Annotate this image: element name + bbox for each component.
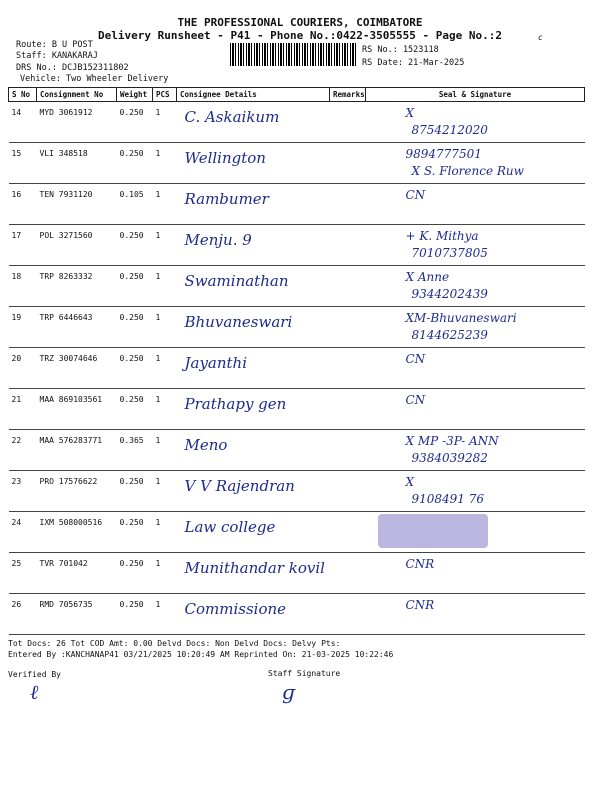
- consignment-cell-text: POL 3271560: [39, 231, 93, 240]
- sno-cell-text: 18: [11, 272, 22, 281]
- signature-cell: [366, 512, 585, 553]
- company-title: THE PROFESSIONAL COURIERS, COIMBATORE: [177, 16, 423, 29]
- remarks-cell: [330, 430, 366, 471]
- table-row: [9, 266, 585, 307]
- remarks-cell: [330, 266, 366, 307]
- consignment-cell: [37, 594, 117, 635]
- sno-cell: [9, 225, 37, 266]
- pcs-cell-text: 1: [155, 149, 161, 158]
- pcs-cell-text: 1: [155, 477, 161, 486]
- pcs-cell: [153, 307, 177, 348]
- remarks-cell: [330, 553, 366, 594]
- weight-cell-text: 0.250: [119, 600, 144, 609]
- totals-line: Tot Docs: 26 Tot COD Amt: 0.00 Delvd Docs: Non Delvd Docs: Delvy Pts:: [8, 639, 341, 648]
- consignment-cell: [37, 225, 117, 266]
- weight-cell-text: 0.250: [119, 149, 144, 158]
- consignee-handwriting: Munithandar kovil: [184, 559, 325, 577]
- consignment-cell-text: IXM 508000516: [39, 518, 103, 527]
- table-row: [9, 102, 585, 143]
- rs-date: RS Date: 21-Mar-2025: [362, 58, 465, 68]
- signature-line-1: X: [405, 106, 415, 120]
- pcs-cell-text: 1: [155, 313, 161, 322]
- consignee-handwriting: Swaminathan: [184, 272, 289, 290]
- weight-cell: [117, 225, 153, 266]
- runsheet-subtitle: Delivery Runsheet - P41 - Phone No.:0422-3505555 - Page No.:2: [98, 29, 502, 42]
- consignment-cell-text: RMD 7056735: [39, 600, 93, 609]
- weight-cell-text: 0.250: [119, 354, 144, 363]
- sno-cell: [9, 430, 37, 471]
- weight-cell: [117, 184, 153, 225]
- consignee-cell: [177, 225, 330, 266]
- remarks-cell: [330, 184, 366, 225]
- consignment-cell-text: MAA 576283771: [39, 436, 103, 445]
- signature-line-1: X: [405, 475, 415, 489]
- signature-cell: [366, 553, 585, 594]
- col-consignee: Consignee Details: [177, 88, 330, 102]
- consignee-cell: [177, 307, 330, 348]
- sno-cell-text: 22: [11, 436, 22, 445]
- weight-cell: [117, 143, 153, 184]
- weight-cell: [117, 553, 153, 594]
- signature-cell: [366, 430, 585, 471]
- pcs-cell: [153, 266, 177, 307]
- signature-line-2: 7010737805: [411, 246, 488, 260]
- table-row: [9, 594, 585, 635]
- weight-cell: [117, 594, 153, 635]
- consignee-handwriting: Wellington: [184, 149, 266, 167]
- consignee-cell: [177, 184, 330, 225]
- signature-line-1: CNR: [405, 598, 435, 612]
- pcs-cell: [153, 553, 177, 594]
- table-row: [9, 471, 585, 512]
- sno-cell-text: 16: [11, 190, 22, 199]
- pcs-cell: [153, 143, 177, 184]
- consignee-cell: [177, 430, 330, 471]
- remarks-cell: [330, 594, 366, 635]
- consignee-cell: [177, 143, 330, 184]
- sno-cell: [9, 471, 37, 512]
- consignee-handwriting: C. Askaikum: [184, 108, 280, 126]
- table-header-row: [9, 88, 585, 102]
- consignee-cell: [177, 348, 330, 389]
- signature-line-1: CN: [405, 188, 426, 202]
- weight-cell: [117, 430, 153, 471]
- signature-cell: [366, 348, 585, 389]
- signature-line-2: 9108491 76: [411, 492, 485, 506]
- pcs-cell-text: 1: [155, 395, 161, 404]
- pcs-cell: [153, 430, 177, 471]
- consignee-handwriting: Jayanthi: [184, 354, 248, 372]
- consignment-cell-text: TEN 7931120: [39, 190, 93, 199]
- consignment-cell-text: TRP 6446643: [39, 313, 93, 322]
- pcs-cell-text: 1: [155, 190, 161, 199]
- signature-line-2: 9344202439: [411, 287, 488, 301]
- weight-cell-text: 0.250: [119, 559, 144, 568]
- signature-cell: [366, 389, 585, 430]
- consignee-cell: [177, 553, 330, 594]
- sno-cell: [9, 594, 37, 635]
- consignment-cell-text: VLI 348518: [39, 149, 88, 158]
- remarks-cell: [330, 471, 366, 512]
- signature-line-2: 8144625239: [411, 328, 488, 342]
- table-row: [9, 143, 585, 184]
- pcs-cell-text: 1: [155, 436, 161, 445]
- consignment-cell: [37, 430, 117, 471]
- consignment-cell: [37, 389, 117, 430]
- signature-line-1: CN: [405, 393, 426, 407]
- weight-cell-text: 0.250: [119, 272, 144, 281]
- consignment-cell: [37, 348, 117, 389]
- signature-cell: [366, 225, 585, 266]
- sno-cell: [9, 266, 37, 307]
- pcs-cell: [153, 512, 177, 553]
- col-seal: Seal & Signature: [366, 88, 585, 102]
- consignment-cell: [37, 471, 117, 512]
- table-row: [9, 184, 585, 225]
- signature-cell: [366, 143, 585, 184]
- signature-cell: [366, 102, 585, 143]
- seal-stamp: [378, 514, 488, 548]
- consignment-cell-text: PRO 17576622: [39, 477, 98, 486]
- consignment-cell: [37, 184, 117, 225]
- pcs-cell-text: 1: [155, 559, 161, 568]
- consignment-cell: [37, 512, 117, 553]
- weight-cell-text: 0.105: [119, 190, 144, 199]
- signature-line-1: 9894777501: [405, 147, 482, 161]
- sno-cell-text: 24: [11, 518, 22, 527]
- pcs-cell-text: 1: [155, 600, 161, 609]
- remarks-cell: [330, 307, 366, 348]
- col-sno: S No: [9, 88, 37, 102]
- consignee-handwriting: Rambumer: [184, 190, 269, 208]
- staff-label: Staff: KANAKARAJ: [16, 51, 98, 61]
- weight-cell: [117, 348, 153, 389]
- consignee-cell: [177, 102, 330, 143]
- col-consignment: Consignment No: [37, 88, 117, 102]
- sno-cell-text: 14: [11, 108, 22, 117]
- weight-cell-text: 0.250: [119, 518, 144, 527]
- consignee-cell: [177, 594, 330, 635]
- weight-cell-text: 0.365: [119, 436, 144, 445]
- weight-cell-text: 0.250: [119, 395, 144, 404]
- weight-cell-text: 0.250: [119, 477, 144, 486]
- signature-line-1: X Anne: [405, 270, 450, 284]
- consignment-cell: [37, 553, 117, 594]
- weight-cell-text: 0.250: [119, 313, 144, 322]
- sno-cell-text: 15: [11, 149, 22, 158]
- remarks-cell: [330, 143, 366, 184]
- sno-cell: [9, 143, 37, 184]
- col-pcs: PCS: [153, 88, 177, 102]
- sno-cell: [9, 184, 37, 225]
- consignee-cell: [177, 266, 330, 307]
- consignment-cell: [37, 143, 117, 184]
- consignee-cell: [177, 389, 330, 430]
- consignee-handwriting: Prathapy gen: [184, 395, 287, 413]
- table-row: [9, 512, 585, 553]
- signature-cell: [366, 184, 585, 225]
- table-row: [9, 348, 585, 389]
- remarks-cell: [330, 102, 366, 143]
- signature-line-2: X S. Florence Ruw: [411, 164, 524, 178]
- pcs-cell-text: 1: [155, 518, 161, 527]
- col-remarks: Remarks: [330, 88, 366, 102]
- sno-cell-text: 17: [11, 231, 22, 240]
- signature-line-1: X MP -3P- ANN: [405, 434, 499, 448]
- table-row: [9, 307, 585, 348]
- consignee-handwriting: Bhuvaneswari: [184, 313, 293, 331]
- remarks-cell: [330, 225, 366, 266]
- remarks-cell: [330, 389, 366, 430]
- pcs-cell: [153, 184, 177, 225]
- weight-cell: [117, 471, 153, 512]
- consignment-cell-text: TVR 701042: [39, 559, 88, 568]
- remarks-cell: [330, 512, 366, 553]
- weight-cell: [117, 307, 153, 348]
- verified-signature: ℓ: [30, 680, 39, 704]
- sno-cell: [9, 389, 37, 430]
- sno-cell-text: 25: [11, 559, 22, 568]
- remarks-cell: [330, 348, 366, 389]
- col-weight: Weight: [117, 88, 153, 102]
- pcs-cell: [153, 348, 177, 389]
- consignment-cell-text: MAA 869103561: [39, 395, 103, 404]
- pcs-cell: [153, 594, 177, 635]
- sno-cell-text: 20: [11, 354, 22, 363]
- pcs-cell-text: 1: [155, 354, 161, 363]
- pcs-cell-text: 1: [155, 108, 161, 117]
- consignee-cell: [177, 512, 330, 553]
- pcs-cell: [153, 389, 177, 430]
- table-row: [9, 553, 585, 594]
- consignee-cell: [177, 471, 330, 512]
- corner-mark: c: [538, 33, 543, 42]
- signature-line-1: XM-Bhuvaneswari: [405, 311, 517, 325]
- signature-line-1: CNR: [405, 557, 435, 571]
- staff-signature-label: Staff Signature: [268, 669, 341, 678]
- pcs-cell: [153, 471, 177, 512]
- consignment-cell-text: MYD 3061912: [39, 108, 93, 117]
- sno-cell: [9, 512, 37, 553]
- signature-cell: [366, 266, 585, 307]
- sno-cell: [9, 307, 37, 348]
- weight-cell: [117, 512, 153, 553]
- consignee-handwriting: V V Rajendran: [184, 477, 295, 495]
- consignment-cell-text: TRZ 30074646: [39, 354, 98, 363]
- weight-cell-text: 0.250: [119, 108, 144, 117]
- consignee-handwriting: Commissione: [184, 600, 287, 618]
- signature-line-2: 9384039282: [411, 451, 488, 465]
- pcs-cell: [153, 102, 177, 143]
- weight-cell: [117, 389, 153, 430]
- sno-cell: [9, 102, 37, 143]
- consignment-cell: [37, 307, 117, 348]
- pcs-cell-text: 1: [155, 272, 161, 281]
- pcs-cell-text: 1: [155, 231, 161, 240]
- signature-line-1: CN: [405, 352, 426, 366]
- consignment-cell: [37, 266, 117, 307]
- staff-signature: ɡ: [282, 680, 295, 704]
- sno-cell-text: 21: [11, 395, 22, 404]
- pcs-cell: [153, 225, 177, 266]
- sno-cell-text: 19: [11, 313, 22, 322]
- consignee-handwriting: Meno: [184, 436, 228, 454]
- signature-cell: [366, 594, 585, 635]
- drs-number: DRS No.: DCJB152311802: [16, 63, 129, 73]
- weight-cell: [117, 266, 153, 307]
- entered-line: Entered By :KANCHANAP41 03/21/2025 10:20:49 AM Reprinted On: 21-03-2025 10:22:46: [8, 650, 394, 659]
- table-row: [9, 389, 585, 430]
- barcode: [230, 43, 357, 66]
- sno-cell-text: 23: [11, 477, 22, 486]
- sno-cell: [9, 348, 37, 389]
- weight-cell: [117, 102, 153, 143]
- weight-cell-text: 0.250: [119, 231, 144, 240]
- sno-cell: [9, 553, 37, 594]
- route-label: Route: B U POST: [16, 40, 93, 50]
- consignment-cell: [37, 102, 117, 143]
- consignment-cell-text: TRP 8263332: [39, 272, 93, 281]
- consignee-handwriting: Law college: [184, 518, 276, 536]
- signature-cell: [366, 307, 585, 348]
- runsheet-table: [8, 87, 585, 635]
- verified-by-label: Verified By: [8, 670, 61, 679]
- sno-cell-text: 26: [11, 600, 22, 609]
- signature-line-2: 8754212020: [411, 123, 488, 137]
- signature-line-1: + K. Mithya: [405, 229, 479, 243]
- table-row: [9, 225, 585, 266]
- consignee-handwriting: Menju. 9: [184, 231, 252, 249]
- vehicle-label: Vehicle: Two Wheeler Delivery: [20, 74, 169, 84]
- rs-number: RS No.: 1523118: [362, 45, 439, 55]
- signature-cell: [366, 471, 585, 512]
- table-row: [9, 430, 585, 471]
